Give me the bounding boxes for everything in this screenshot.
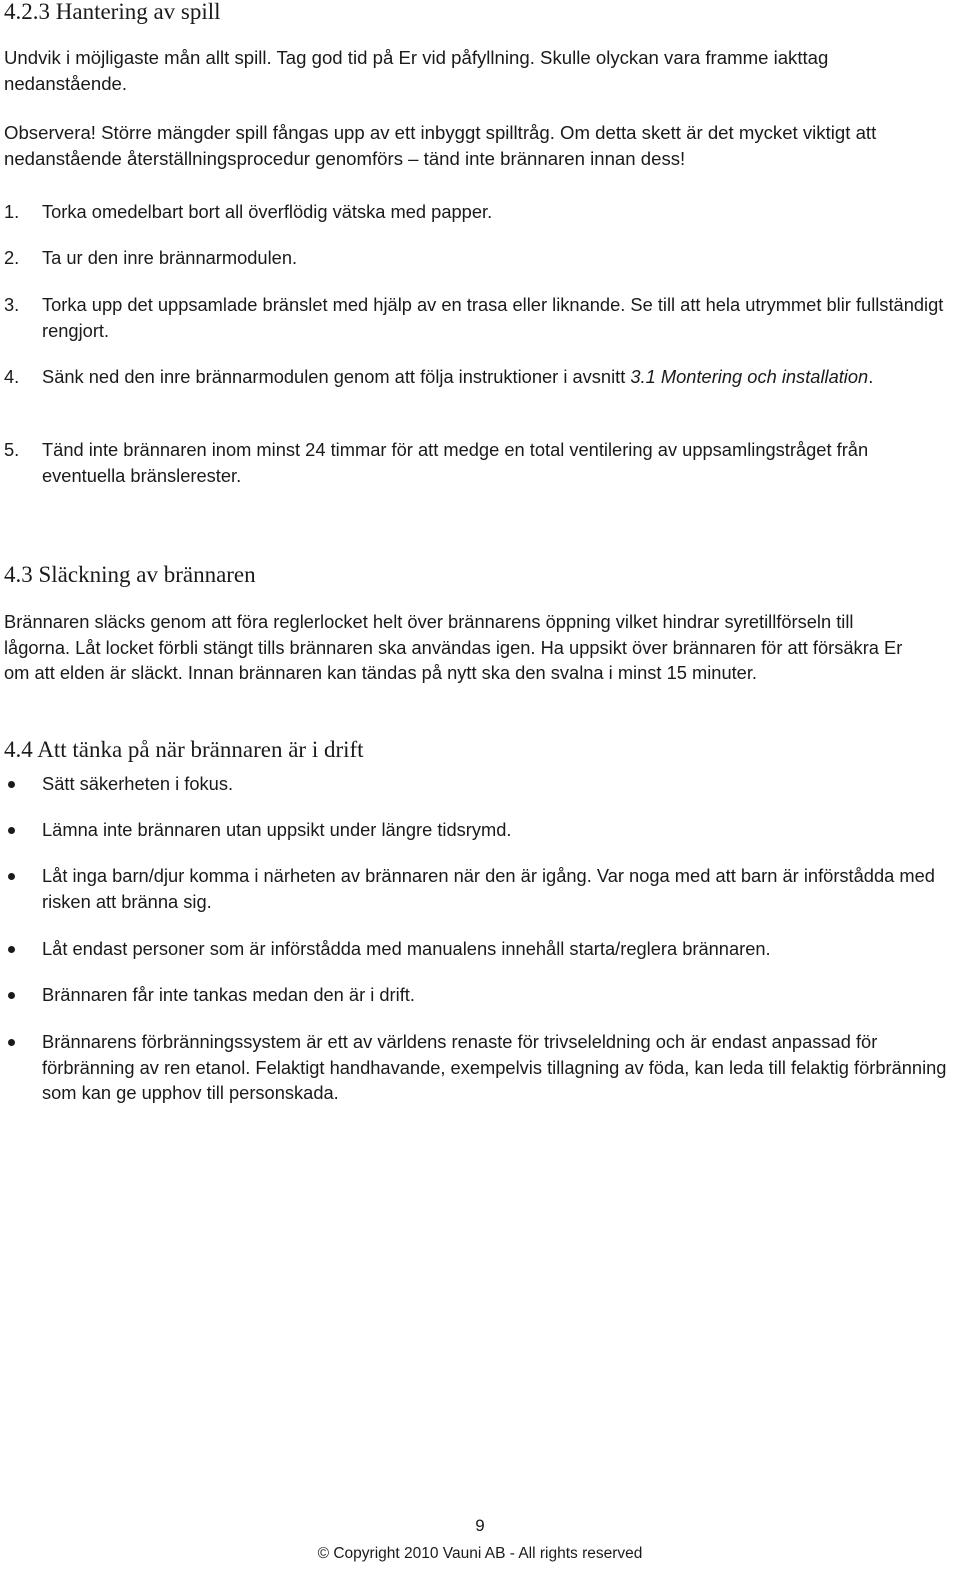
extinguish-body: Brännaren släcks genom att föra reglerlocket helt över brännarens öppning vilket hindrar syretillförseln till lågorna. Låt locket förbli stängt tills brännaren ska användas igen. Ha uppsikt över brännaren för att försäkra Er om att elden är släckt. Innan brännaren kan tändas på nytt ska den svalna i minst 15 minuter. [4, 611, 903, 683]
bullet-text: Brännarens förbränningssystem är ett av världens renaste för trivseleldning och är endast anpassad för förbränning av ren etanol. Felaktigt handhavande, exempelvis tillagning av föda, kan leda till felaktig förbränning som kan ge upphov till personskada. [42, 1031, 947, 1103]
step-text: Ta ur den inre brännarmodulen. [42, 247, 298, 268]
step-number: 4. [4, 366, 20, 387]
step-text: Torka omedelbart bort all överflödig vätska med papper. [42, 201, 493, 222]
bullet-icon [8, 992, 15, 999]
heading-number: 4.4 [4, 737, 33, 762]
step-number: 1. [4, 201, 20, 222]
step-text: Tänd inte brännaren inom minst 24 timmar för att medge en total ventilering av uppsamlingstråget från eventuella bränslerester. [42, 439, 869, 486]
note-label: Observera! [4, 122, 96, 143]
bullet-text: Sätt säkerheten i fokus. [42, 773, 234, 794]
section-reference: 3.1 Montering och installation [630, 366, 869, 387]
heading-number: 4.3 [4, 562, 33, 587]
heading-title: Att tänka på när brännaren är i drift [37, 737, 364, 762]
bullet-text: Låt inga barn/djur komma i närheten av brännaren när den är igång. Var noga med att barn är införstådda med risken att bränna sig. [42, 865, 935, 912]
heading-number: 4.2.3 [4, 0, 50, 24]
step-text [42, 364, 954, 390]
bullet-icon [8, 827, 15, 834]
bullet-icon [8, 873, 15, 880]
bullet-text: Lämna inte brännaren utan uppsikt under längre tidsrymd. [42, 819, 512, 840]
spill-note [4, 120, 952, 171]
step-number: 2. [4, 247, 20, 268]
step-text-tail: . [868, 366, 874, 387]
bullet-icon [8, 946, 15, 953]
heading-4-2-3 [4, 0, 221, 26]
step-text: Torka upp det uppsamlade bränslet med hjälp av en trasa eller liknande. Se till att hela utrymmet blir fullständigt rengjort. [42, 294, 944, 341]
bullet-icon [8, 781, 15, 788]
heading-4-4 [4, 736, 364, 764]
heading-4-3 [4, 561, 256, 589]
copyright-notice: © Copyright 2010 Vauni AB - All rights reserved [317, 1545, 643, 1562]
heading-title: Hantering av spill [55, 0, 221, 24]
step-number: 3. [4, 294, 20, 315]
bullet-icon [8, 1039, 15, 1046]
page-number: 9 [475, 1516, 485, 1535]
step-text-main: Sänk ned den inre brännarmodulen genom att följa instruktioner i avsnitt [42, 366, 631, 387]
bullet-text: Brännaren får inte tankas medan den är i drift. [42, 984, 415, 1005]
heading-title: Släckning av brännaren [38, 562, 256, 587]
spill-intro: Undvik i möjligaste mån allt spill. Tag god tid på Er vid påfyllning. Skulle olyckan vara framme iakttag nedanstående. [4, 47, 829, 94]
step-number: 5. [4, 439, 20, 460]
note-text: Större mängder spill fångas upp av ett inbyggt spilltråg. Om detta skett är det mycket viktigt att nedanstående återställningsprocedur genomförs – tänd inte brännaren innan dess! [4, 122, 877, 169]
bullet-text: Låt endast personer som är införstådda med manualens innehåll starta/reglera brännaren. [42, 938, 771, 959]
